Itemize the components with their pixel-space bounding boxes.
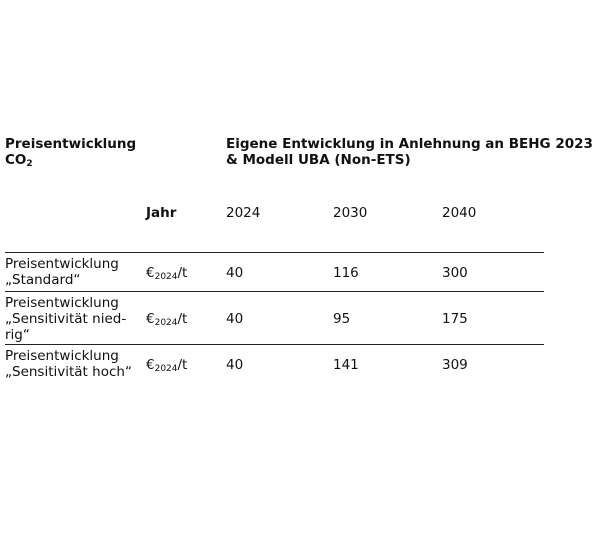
table-row	[5, 253, 544, 292]
row-label-line: „Sensitivität hoch“	[5, 364, 132, 380]
price-table	[5, 136, 593, 387]
table-row	[5, 292, 544, 345]
row-value: 40	[226, 311, 244, 327]
row-value: 116	[333, 265, 359, 281]
header-year: 2024	[226, 205, 261, 221]
row-value: 141	[333, 357, 359, 373]
row-label-line: Preisentwicklung	[5, 348, 119, 364]
row-value: 40	[226, 357, 244, 373]
row-label	[5, 348, 140, 380]
row-label-line: Preisentwicklung	[5, 295, 119, 311]
header-price-development	[5, 136, 136, 172]
row-value: 95	[333, 311, 351, 327]
header-col2-line1: Eigene Entwicklung in Anlehnung an BEHG 2023	[226, 136, 593, 152]
row-label	[5, 256, 140, 288]
header-source	[226, 136, 593, 168]
row-value: 175	[442, 311, 468, 327]
row-label	[5, 295, 140, 343]
header-col2-line2: & Modell UBA (Non-ETS)	[226, 152, 411, 168]
header-jahr: Jahr	[146, 205, 177, 221]
row-unit: $€_{2024}/t$	[146, 311, 188, 328]
row-value: 40	[226, 265, 244, 281]
header-col1-line1: Preisentwicklung	[5, 136, 137, 152]
header-year: 2040	[442, 205, 477, 221]
table-header	[5, 136, 593, 253]
row-label-line: rig“	[5, 327, 30, 343]
table-row	[5, 345, 544, 387]
row-label-line: „Sensitivität nied-	[5, 311, 127, 327]
row-label-line: „Standard“	[5, 272, 81, 288]
row-label-line: Preisentwicklung	[5, 256, 119, 272]
row-value: 300	[442, 265, 468, 281]
row-unit: $€_{2024}/t$	[146, 357, 188, 374]
header-year: 2030	[333, 205, 368, 221]
row-value: 309	[442, 357, 468, 373]
header-col1-line2: $CO_2$	[5, 152, 33, 169]
row-unit: $€_{2024}/t$	[146, 265, 188, 282]
